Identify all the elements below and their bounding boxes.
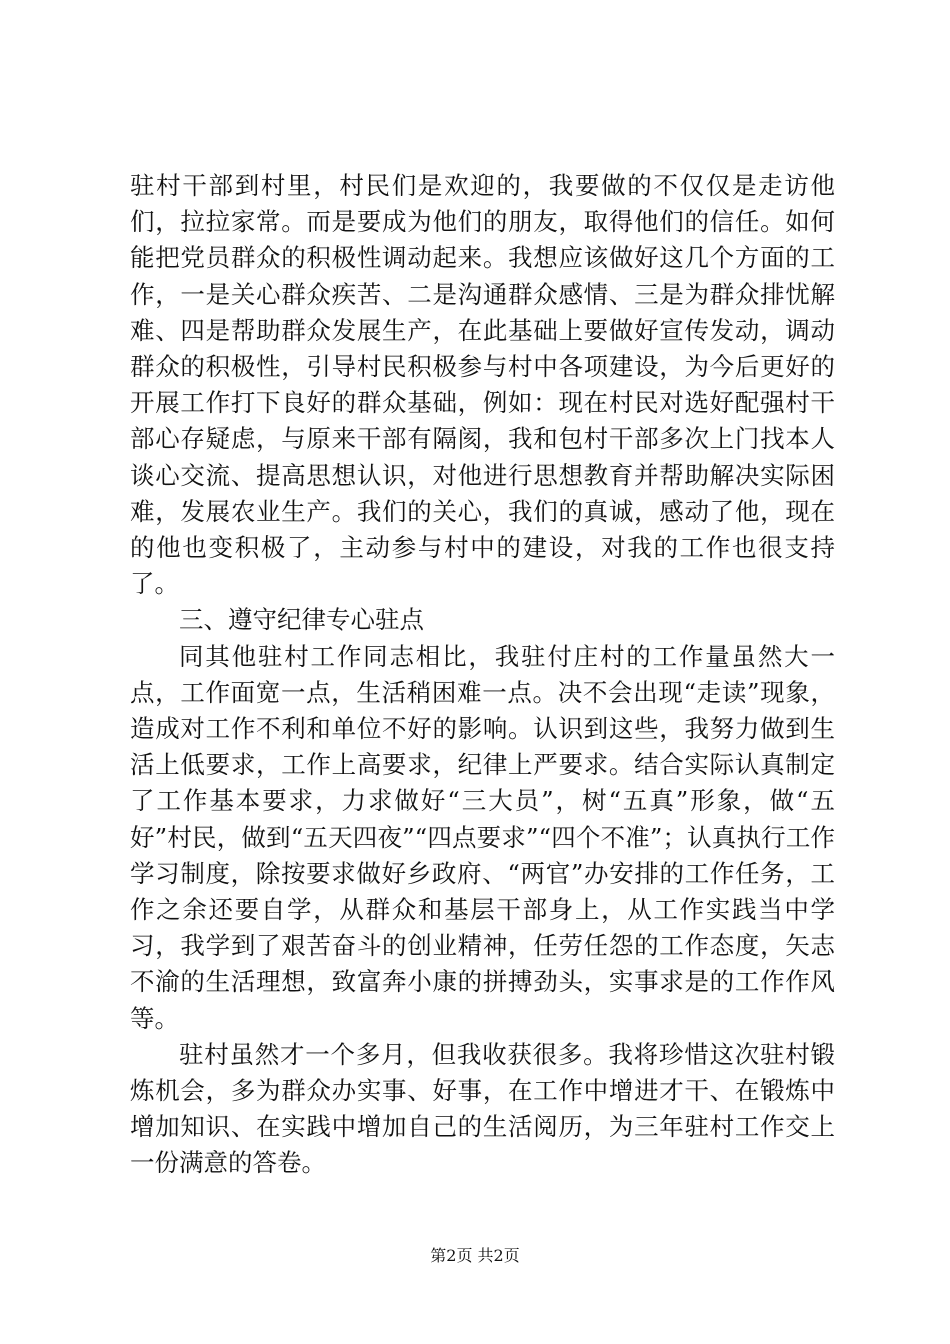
paragraph-intro: 驻村干部到村里，村民们是欢迎的，我要做的不仅仅是走访他们，拉拉家常。而是要成为他们的朋友，取得他们的信任。如何能把党员群众的积极性调动起来。我想应该做好这几个方面的工作，一是关心群众疾苦、二是沟通群众感情、三是为群众排忧解难、四是帮助群众发展生产，在此基础上要做好宣传发动，调动群众的积极性，引导村民积极参与村中各项建设，为今后更好的开展工作打下良好的群众基础，例如：现在村民对选好配强村干部心存疑虑，与原来干部有隔阂，我和包村干部多次上门找本人谈心交流、提高思想认识，对他进行思想教育并帮助解决实际困难，发展农业生产。我们的关心，我们的真诚，感动了他，现在的他也变积极了，主动参与村中的建设，对我的工作也很支持了。: [130, 171, 835, 599]
document-body: [130, 168, 835, 1182]
page-number-footer: 第2页 共2页: [430, 1246, 520, 1265]
paragraph-conclusion: 驻村虽然才一个多月，但我收获很多。我将珍惜这次驻村锻炼机会，多为群众办实事、好事，在工作中增进才干、在锻炼中增加知识、在实践中增加自己的生活阅历，为三年驻村工作交上一份满意的答卷。: [130, 1039, 835, 1178]
section-heading-discipline: 三、遵守纪律专心驻点: [179, 605, 424, 635]
paragraph-discipline: 同其他驻村工作同志相比，我驻付庄村的工作量虽然大一点，工作面宽一点，生活稍困难一点。决不会出现“走读”现象，造成对工作不利和单位不好的影响。认识到这些，我努力做到生活上低要求，工作上高要求，纪律上严要求。结合实际认真制定了工作基本要求，力求做好“三大员”，树“五真”形象，做“五好”村民，做到“五天四夜”“四点要求”“四个不准”；认真执行工作学习制度，除按要求做好乡政府、“两官”办安排的工作任务，工作之余还要自学，从群众和基层干部身上，从工作实践当中学习，我学到了艰苦奋斗的创业精神，任劳任怨的工作态度，矢志不渝的生活理想，致富奔小康的拼搏劲头，实事求是的工作作风等。: [130, 641, 835, 1033]
